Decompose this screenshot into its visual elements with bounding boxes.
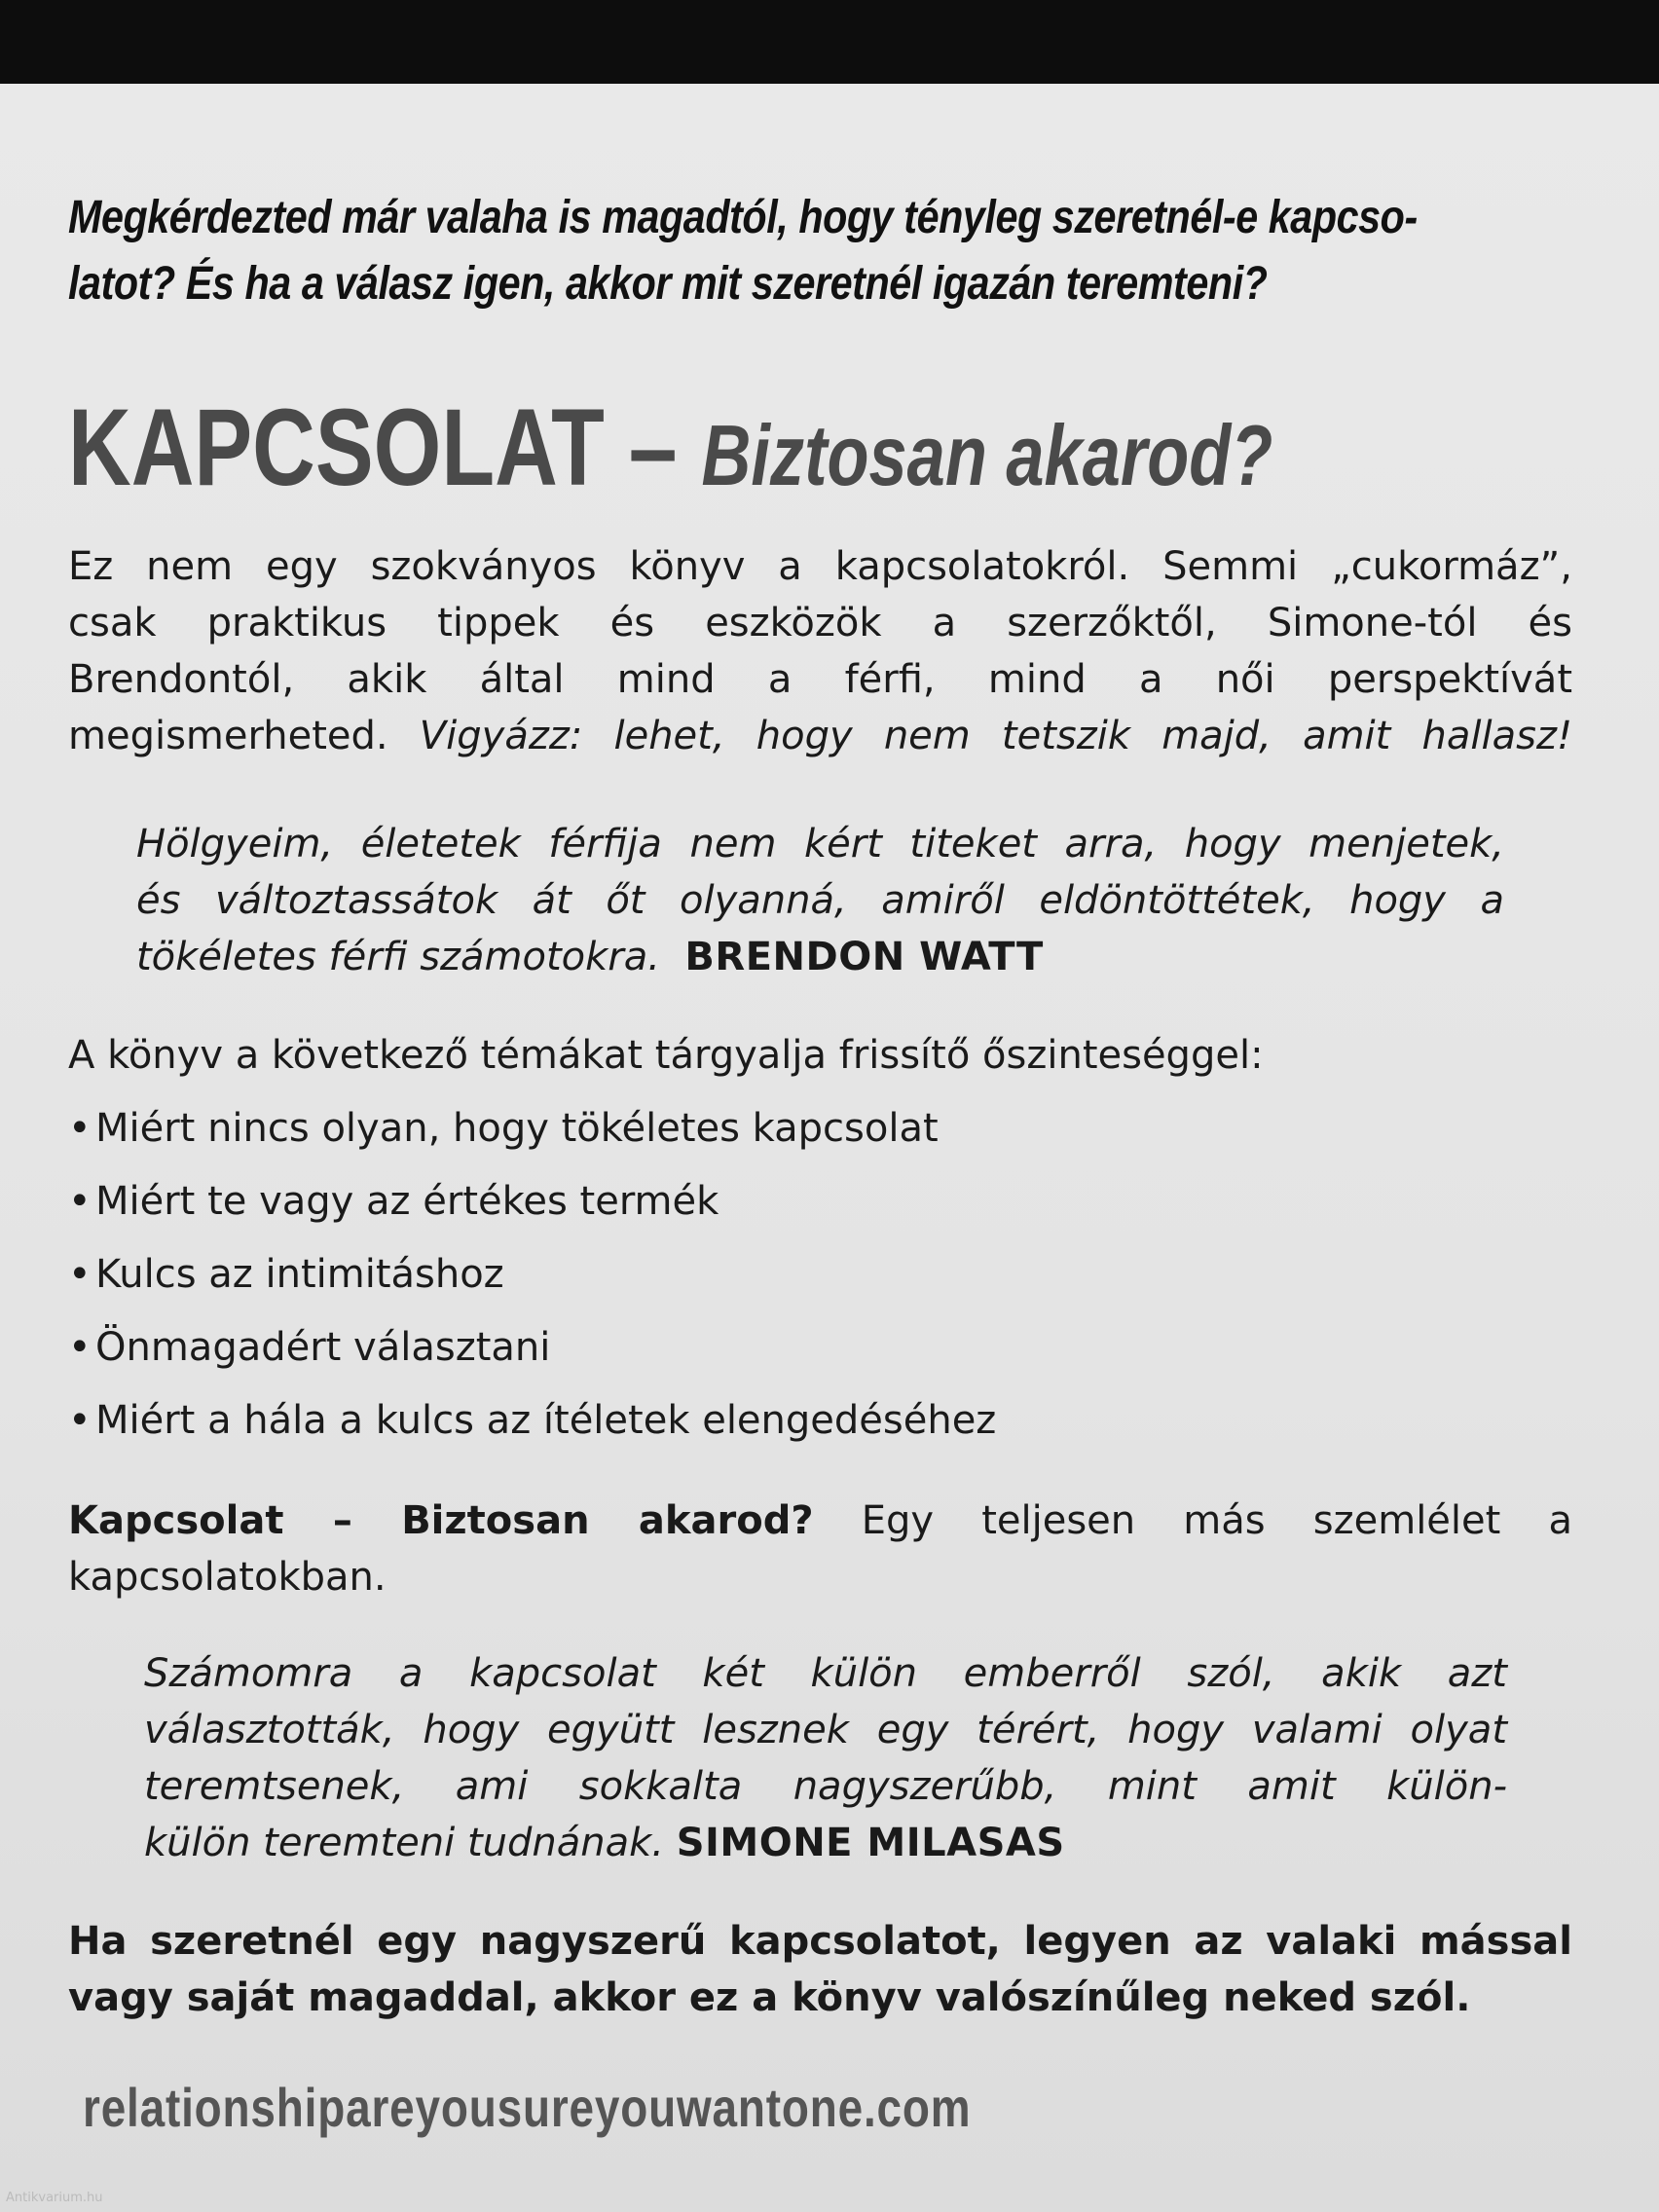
quote-line: teremtsenek, ami sokkalta nagyszerűbb, mint amit külön- [144,1764,1507,1809]
hook-question [68,185,1418,317]
quote-text: tökéletes férfi számotokra. [136,935,660,979]
list-item [68,1319,996,1392]
intro-line: csak praktikus tippek és eszközök a szerzőktől, Simone-tól és [68,601,1572,645]
summary-title: Kapcsolat – Biztosan akarod? [68,1498,814,1543]
quote-text: külön teremteni tudnának. [144,1821,664,1865]
bullet-icon: • [68,1106,92,1151]
intro-warning: Vigyázz: lehet, hogy nem tetszik majd, amit hallasz! [419,714,1572,758]
closing-paragraph [68,1913,1572,2026]
list-item [68,1246,996,1319]
bullet-icon: • [68,1325,92,1370]
list-item-text: Miért te vagy az értékes termék [95,1179,719,1224]
intro-line-last [68,708,1572,764]
quote-line: választották, hogy együtt lesznek egy térért, hogy valami olyat [144,1708,1507,1752]
topics-list [68,1100,996,1465]
closing-line: vagy saját magaddal, akkor ez a könyv valószínűleg neked szól. [68,1975,1471,2020]
intro-paragraph [68,538,1572,764]
quote-author: BRENDON WATT [684,935,1044,979]
quote-line: és változtassátok át őt olyanná, amiről eldöntöttétek, hogy a [136,878,1504,923]
intro-line: Brendontól, akik által mind a férfi, mind a női perspektívát [68,657,1572,702]
title-main: KAPCSOLAT – [68,387,678,508]
summary-line: kapcsolatokban. [68,1555,387,1600]
quote-line: Számomra a kapcsolat két külön emberről szól, akik azt [144,1651,1507,1696]
bullet-icon: • [68,1398,92,1443]
bullet-icon: • [68,1179,92,1224]
summary-text: Egy teljesen más szemlélet a [861,1498,1572,1543]
summary-line [68,1493,1572,1549]
hook-line: latot? És ha a válasz igen, akkor mit szeretnél igazán teremteni? [68,258,1268,310]
website-url: relationshipareyousureyouwantone.com [83,2077,972,2138]
quote-brendon [136,816,1504,985]
list-item [68,1392,996,1465]
quote-line-last [144,1815,1507,1871]
title-subtitle: Biztosan akarod? [701,407,1273,503]
background-edge [0,0,1659,90]
topics-intro: A könyv a következő témákat tárgyalja frissítő őszinteséggel: [68,1033,1264,1078]
bullet-icon: • [68,1252,92,1297]
list-item [68,1173,996,1246]
book-title [68,385,1272,519]
list-item-text: Önmagadért választani [95,1325,551,1370]
quote-line-last [136,929,1504,985]
list-item-text: Miért nincs olyan, hogy tökéletes kapcsolat [95,1106,939,1151]
quote-line: Hölgyeim, életetek férfija nem kért titeket arra, hogy menjetek, [136,822,1504,866]
intro-plain: megismerheted. [68,714,388,758]
list-item-text: Miért a hála a kulcs az ítéletek elengedéséhez [95,1398,997,1443]
watermark: Antikvarium.hu [6,2191,103,2205]
list-item [68,1100,996,1173]
quote-author: SIMONE MILASAS [676,1821,1065,1865]
quote-simone [144,1645,1507,1871]
summary-paragraph [68,1493,1572,1605]
hook-line: Megkérdezted már valaha is magadtól, hogy tényleg szeretnél-e kapcso- [68,192,1418,243]
intro-line: Ez nem egy szokványos könyv a kapcsolatokról. Semmi „cukormáz”, [68,544,1572,589]
list-item-text: Kulcs az intimitáshoz [95,1252,504,1297]
closing-line: Ha szeretnél egy nagyszerű kapcsolatot, legyen az valaki mással [68,1919,1572,1964]
